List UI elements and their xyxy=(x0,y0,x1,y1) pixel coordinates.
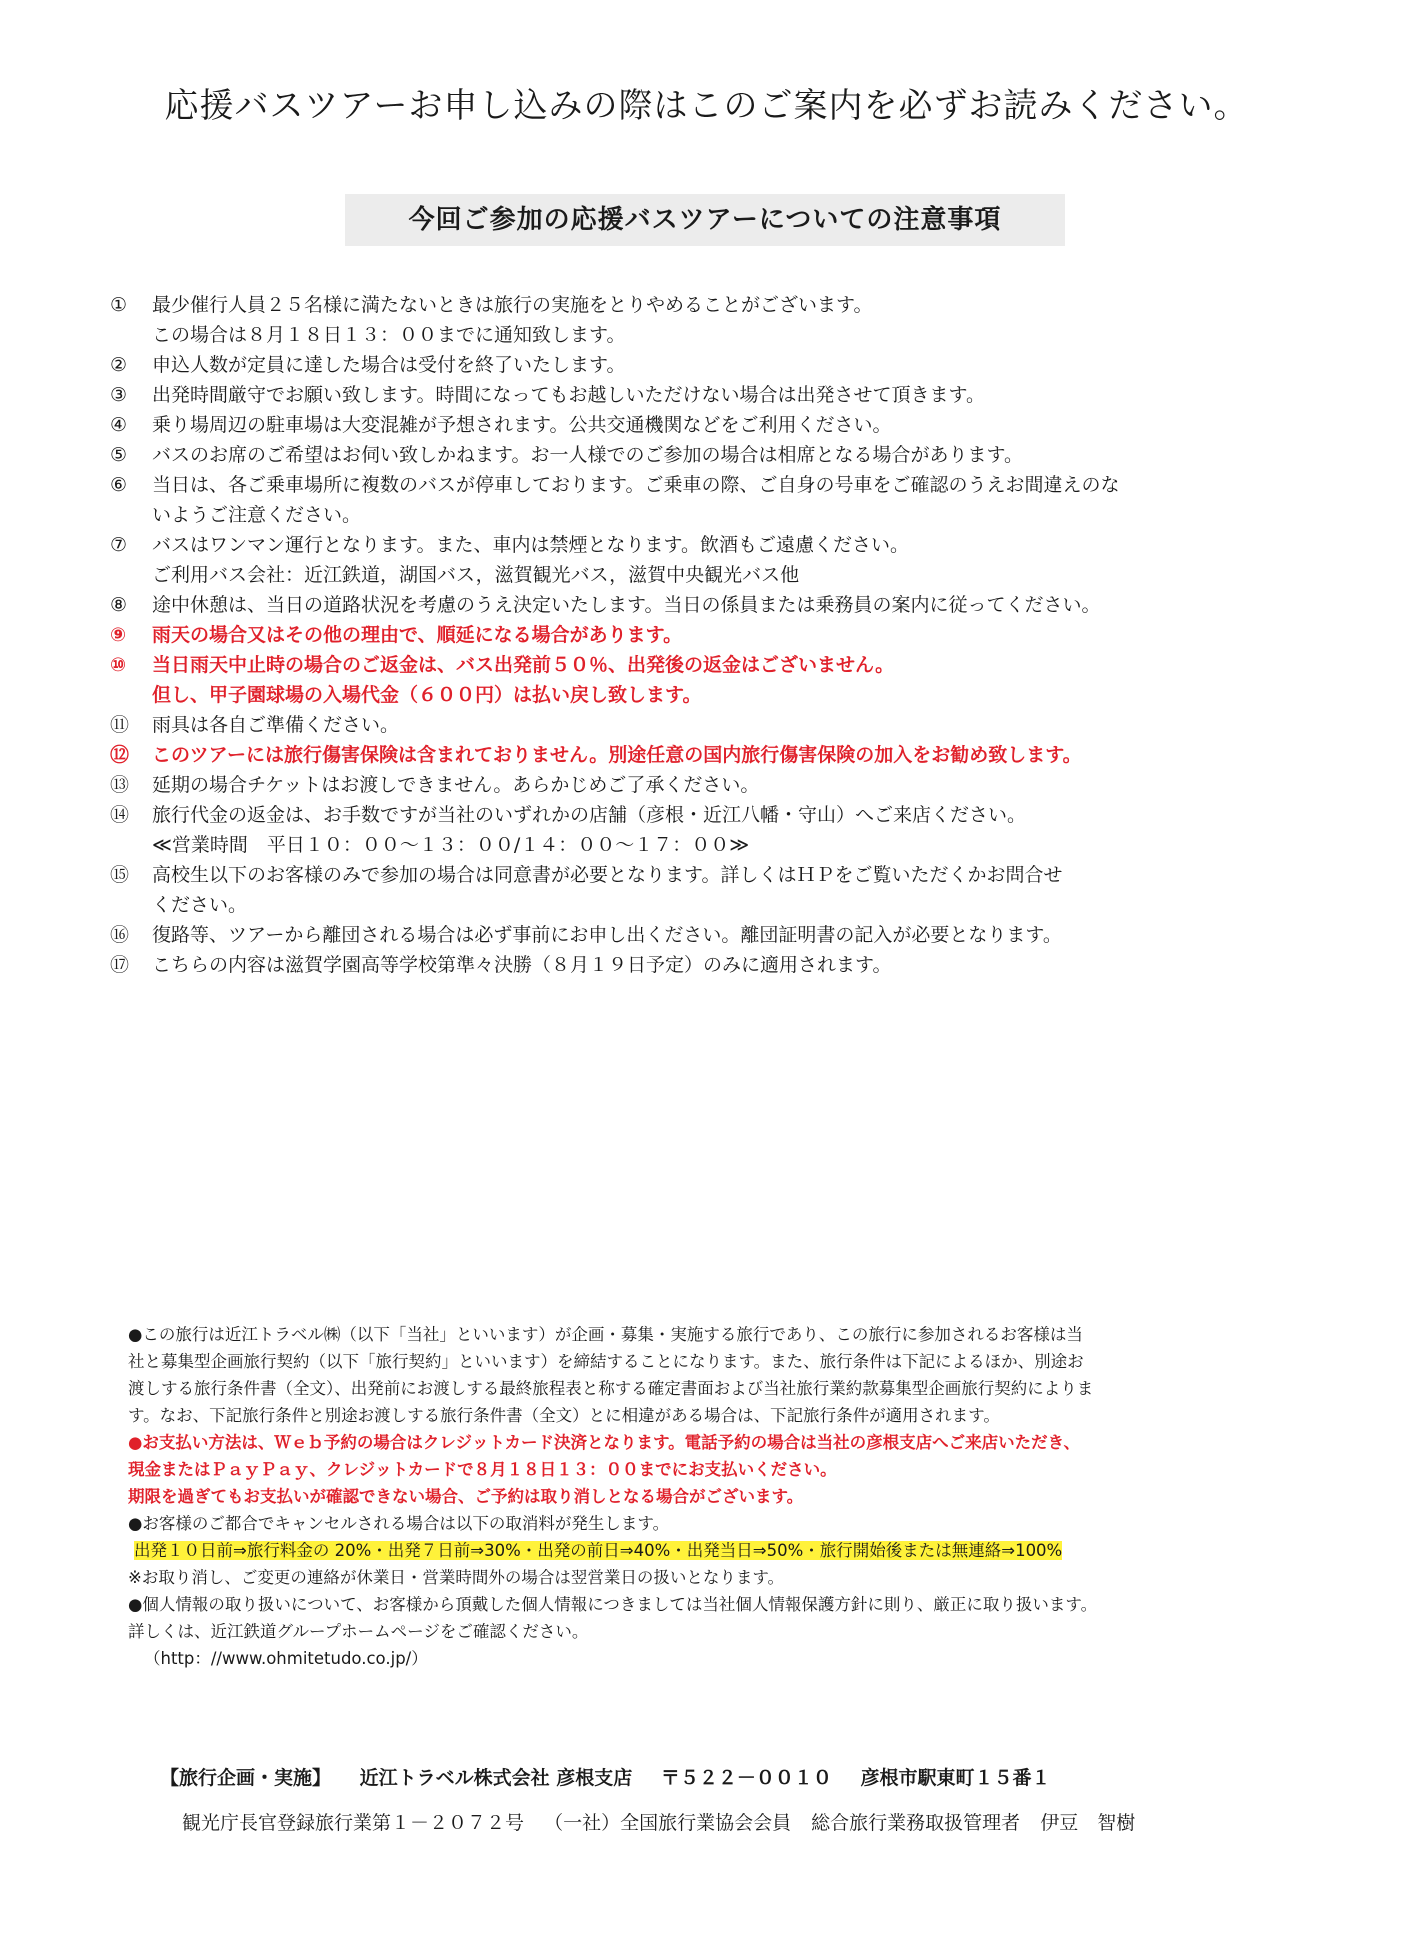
website-link[interactable]: （http：//www.ohmitetudo.co.jp/） xyxy=(144,1649,428,1668)
note-number: ⑮ xyxy=(110,864,130,886)
note-number: ⑥ xyxy=(110,474,128,496)
note-item xyxy=(110,530,1340,590)
note-item-alert xyxy=(110,620,1340,650)
note-item xyxy=(110,590,1340,620)
note-number: ⑯ xyxy=(110,924,130,946)
conditions-text: す。なお、下記旅行条件と別途お渡しする旅行条件書（全文）とに相違がある場合は、下記旅行条件が適用されます。 xyxy=(128,1406,1000,1425)
note-item xyxy=(110,710,1340,740)
section-subtitle: 今回ご参加の応援バスツアーについての注意事項 xyxy=(345,194,1065,246)
note-item xyxy=(110,770,1340,800)
note-text: このツアーには旅行傷害保険は含まれておりません。別途任意の国内旅行傷害保険の加入をお勧め致します。 xyxy=(152,744,1082,766)
note-text: 申込人数が定員に達した場合は受付を終了いたします。 xyxy=(152,354,626,376)
note-text: バスのお席のご希望はお伺い致しかねます。お一人様でのご参加の場合は相席となる場合があります。 xyxy=(152,444,1023,466)
note-text: こちらの内容は滋賀学園高等学校第準々決勝（８月１９日予定）のみに適用されます。 xyxy=(152,954,892,976)
note-item xyxy=(110,290,1340,350)
footer-registration xyxy=(182,1808,1149,1835)
manager-title: 総合旅行業務取扱管理者 xyxy=(811,1812,1021,1834)
note-number: ⑩ xyxy=(110,654,127,676)
conditions-text: 渡しする旅行条件書（全文）、出発前にお渡しする最終旅程表と称する確定書面および当社旅行業約款募集型企画旅行契約によりま xyxy=(128,1379,1094,1398)
note-number: ⑦ xyxy=(110,534,128,556)
company-address: 彦根市駅東町１５番１ xyxy=(860,1767,1051,1789)
note-item xyxy=(110,440,1340,470)
note-number: ④ xyxy=(110,414,128,436)
note-number: ② xyxy=(110,354,128,376)
note-item xyxy=(110,920,1340,950)
note-text: 乗り場周辺の駐車場は大変混雑が予想されます。公共交通機関などをご利用ください。 xyxy=(152,414,892,436)
note-number: ⑤ xyxy=(110,444,128,466)
note-number: ⑭ xyxy=(110,804,130,826)
note-number: ⑨ xyxy=(110,624,127,646)
cancel-fees-highlight: 出発１０日前⇒旅行料金の 20%・出発７日前⇒30%・出発の前日⇒40%・出発当日⇒50%・旅行開始後または無連絡⇒100% xyxy=(134,1541,1063,1560)
note-text: 出発時間厳守でお願い致します。時間になってもお越しいただけない場合は出発させて頂きます。 xyxy=(152,384,985,406)
note-number: ⑧ xyxy=(110,594,128,616)
note-text: 当日は、各ご乗車場所に複数のバスが停車しております。ご乗車の際、ご自身の号車をご確認のうえお間違えのな xyxy=(152,474,1120,496)
note-text: 最少催行人員２５名様に満たないときは旅行の実施をとりやめることがございます。 xyxy=(152,294,873,316)
note-text: 復路等、ツアーから離団される場合は必ず事前にお申し出ください。離団証明書の記入が必要となります。 xyxy=(152,924,1062,946)
conditions-text: 社と募集型企画旅行契約（以下「旅行契約」といいます）を締結することになります。また、旅行条件は下記によるほか、別途お xyxy=(128,1352,1084,1371)
company-name: 近江トラベル株式会社 彦根支店 xyxy=(359,1767,633,1789)
note-text: いようご注意ください。 xyxy=(152,504,362,526)
note-number: ① xyxy=(110,294,128,316)
note-item xyxy=(110,350,1340,380)
note-item-alert xyxy=(110,650,1340,710)
note-item xyxy=(110,380,1340,410)
manager-name: 伊豆 智樹 xyxy=(1040,1812,1136,1834)
note-item xyxy=(110,410,1340,440)
notes-list xyxy=(110,290,1340,980)
payment-text: 期限を過ぎてもお支払いが確認できない場合、ご予約は取り消しとなる場合がございます。 xyxy=(128,1487,804,1506)
note-text: この場合は８月１８日１３：００までに通知致します。 xyxy=(152,324,626,346)
note-text: 但し、甲子園球場の入場代金（６００円）は払い戻し致します。 xyxy=(152,684,702,706)
note-item xyxy=(110,950,1340,980)
note-item-alert xyxy=(110,740,1340,770)
note-number: ⑰ xyxy=(110,954,130,976)
note-number: ⑪ xyxy=(110,714,130,736)
conditions-text: ●この旅行は近江トラベル㈱（以下「当社」といいます）が企画・募集・実施する旅行であり、この旅行に参加されるお客様は当 xyxy=(128,1325,1083,1344)
payment-text: 現金またはＰａｙＰａｙ、クレジットカードで８月１８日１３：００までにお支払いください。 xyxy=(128,1460,837,1479)
note-item xyxy=(110,860,1340,920)
cancel-intro: ●お客様のご都合でキャンセルされる場合は以下の取消料が発生します。 xyxy=(128,1514,670,1533)
page-title: 応援バスツアーお申し込みの際はこのご案内を必ずお読みください。 xyxy=(164,86,1249,126)
footer-company xyxy=(160,1763,1051,1790)
note-text: 延期の場合チケットはお渡しできません。あらかじめご了承ください。 xyxy=(152,774,760,796)
note-text: 途中休憩は、当日の道路状況を考慮のうえ決定いたします。当日の係員または乗務員の案内に従ってください。 xyxy=(152,594,1101,616)
footer-label: 【旅行企画・実施】 xyxy=(160,1767,332,1789)
note-text: 当日雨天中止時の場合のご返金は、バス出発前５０％、出発後の返金はございません。 xyxy=(152,654,895,676)
payment-text: ●お支払い方法は、Ｗｅｂ予約の場合はクレジットカード決済となります。電話予約の場合は当社の彦根支店へご来店いただき、 xyxy=(128,1433,1081,1452)
note-number: ③ xyxy=(110,384,128,406)
note-item xyxy=(110,800,1340,860)
note-text: 雨天の場合又はその他の理由で、順延になる場合があります。 xyxy=(152,624,683,646)
note-text: 旅行代金の返金は、お手数ですが当社のいずれかの店舗（彦根・近江八幡・守山）へご来店ください。 xyxy=(152,804,1027,826)
privacy-text: ●個人情報の取り扱いについて、お客様から頂戴した個人情報につきましては当社個人情報保護方針に則り、厳正に取り扱います。 xyxy=(128,1595,1098,1614)
note-text: ください。 xyxy=(152,894,248,916)
note-number: ⑬ xyxy=(110,774,130,796)
registration-number: 観光庁長官登録旅行業第１－２０７２号 xyxy=(182,1812,525,1834)
note-number: ⑫ xyxy=(110,744,130,766)
note-text: バスはワンマン運行となります。また、車内は禁煙となります。飲酒もご遠慮ください。 xyxy=(152,534,909,556)
cancel-note: ※お取り消し、ご変更の連絡が休業日・営業時間外の場合は翌営業日の扱いとなります。 xyxy=(128,1568,785,1587)
travel-conditions xyxy=(128,1321,1328,1672)
note-text: 高校生以下のお客様のみで参加の場合は同意書が必要となります。詳しくはＨＰをご覧いただくかお問合せ xyxy=(152,864,1063,886)
association: （一社）全国旅行業協会会員 xyxy=(544,1812,792,1834)
note-item xyxy=(110,470,1340,530)
privacy-text: 詳しくは、近江鉄道グループホームページをご確認ください。 xyxy=(128,1622,589,1641)
note-text: ご利用バス会社：近江鉄道，湖国バス，滋賀観光バス，滋賀中央観光バス他 xyxy=(152,564,800,586)
note-text: ≪営業時間 平日１０：００～１３：００/１４：００～１７：００≫ xyxy=(152,834,750,856)
postal-code: 〒５２２－００１０ xyxy=(660,1767,832,1789)
note-text: 雨具は各自ご準備ください。 xyxy=(152,714,400,736)
